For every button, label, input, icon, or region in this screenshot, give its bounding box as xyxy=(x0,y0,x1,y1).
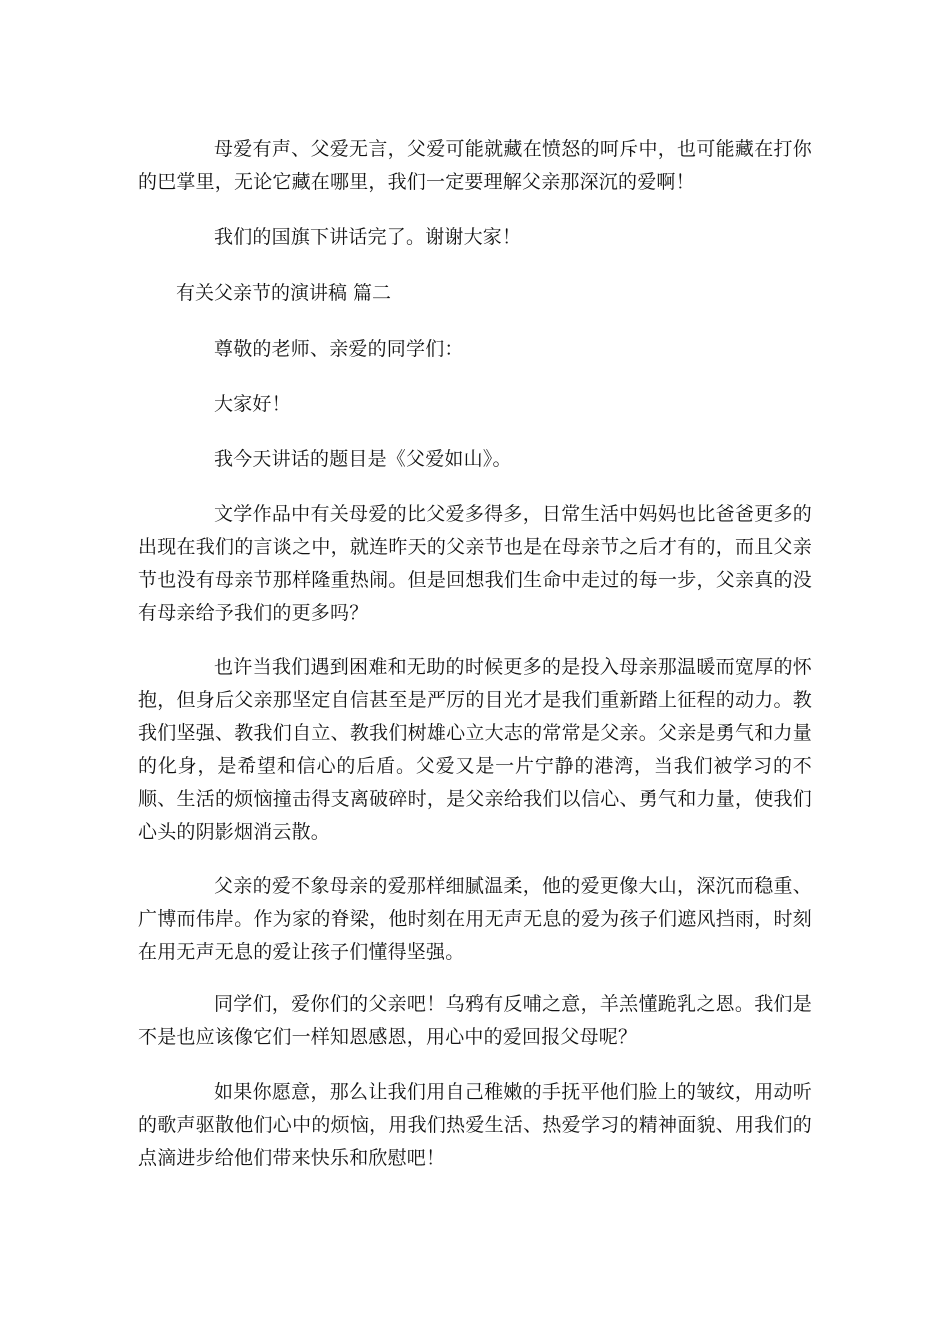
paragraph-literature: 文学作品中有关母爱的比父爱多得多，日常生活中妈妈也比爸爸更多的出现在我们的言谈之中，就连昨天的父亲节也是在母亲节之后才有的，而且父亲节也没有母亲节那样隆重热闹。但是回想我们生命中走过的每一步，父亲真的没有母亲给予我们的更多吗？ xyxy=(138,503,812,624)
paragraph-gratitude: 同学们，爱你们的父亲吧！乌鸦有反哺之意，羊羔懂跪乳之恩。我们是不是也应该像它们一样知恩感恩，用心中的爱回报父母呢？ xyxy=(138,993,812,1048)
paragraph-wish: 如果你愿意，那么让我们用自己稚嫩的手抚平他们脸上的皱纹，用动听的歌声驱散他们心中的烦恼，用我们热爱生活、热爱学习的精神面貌、用我们的点滴进步给他们带来快乐和欣慰吧！ xyxy=(138,1081,812,1169)
paragraph-greeting: 大家好！ xyxy=(214,393,291,415)
paragraph-salutation: 尊敬的老师、亲爱的同学们： xyxy=(214,338,464,360)
paragraph-closing-remark: 母爱有声、父爱无言，父爱可能就藏在愤怒的呵斥中，也可能藏在打你的巴掌里，无论它藏在哪里，我们一定要理解父亲那深沉的爱啊！ xyxy=(138,138,812,193)
paragraph-mountain: 父亲的爱不象母亲的爱那样细腻温柔，他的爱更像大山，深沉而稳重、广博而伟岸。作为家的脊梁，他时刻在用无声无息的爱为孩子们遮风挡雨，时刻在用无声无息的爱让孩子们懂得坚强。 xyxy=(138,875,812,963)
section-heading: 有关父亲节的演讲稿 篇二 xyxy=(176,282,392,304)
paragraph-difficulty: 也许当我们遇到困难和无助的时候更多的是投入母亲那温暖而宽厚的怀抱，但身后父亲那坚定自信甚至是严厉的目光才是我们重新踏上征程的动力。教我们坚强、教我们自立、教我们树雄心立大志的常常是父亲。父亲是勇气和力量的化身，是希望和信心的后盾。父爱又是一片宁静的港湾，当我们被学习的不顺、生活的烦恼撞击得支离破碎时，是父亲给我们以信心、勇气和力量，使我们心头的阴影烟消云散。 xyxy=(138,656,812,843)
paragraph-topic: 我今天讲话的题目是《父爱如山》。 xyxy=(214,448,512,470)
paragraph-thanks: 我们的国旗下讲话完了。谢谢大家！ xyxy=(214,226,522,248)
